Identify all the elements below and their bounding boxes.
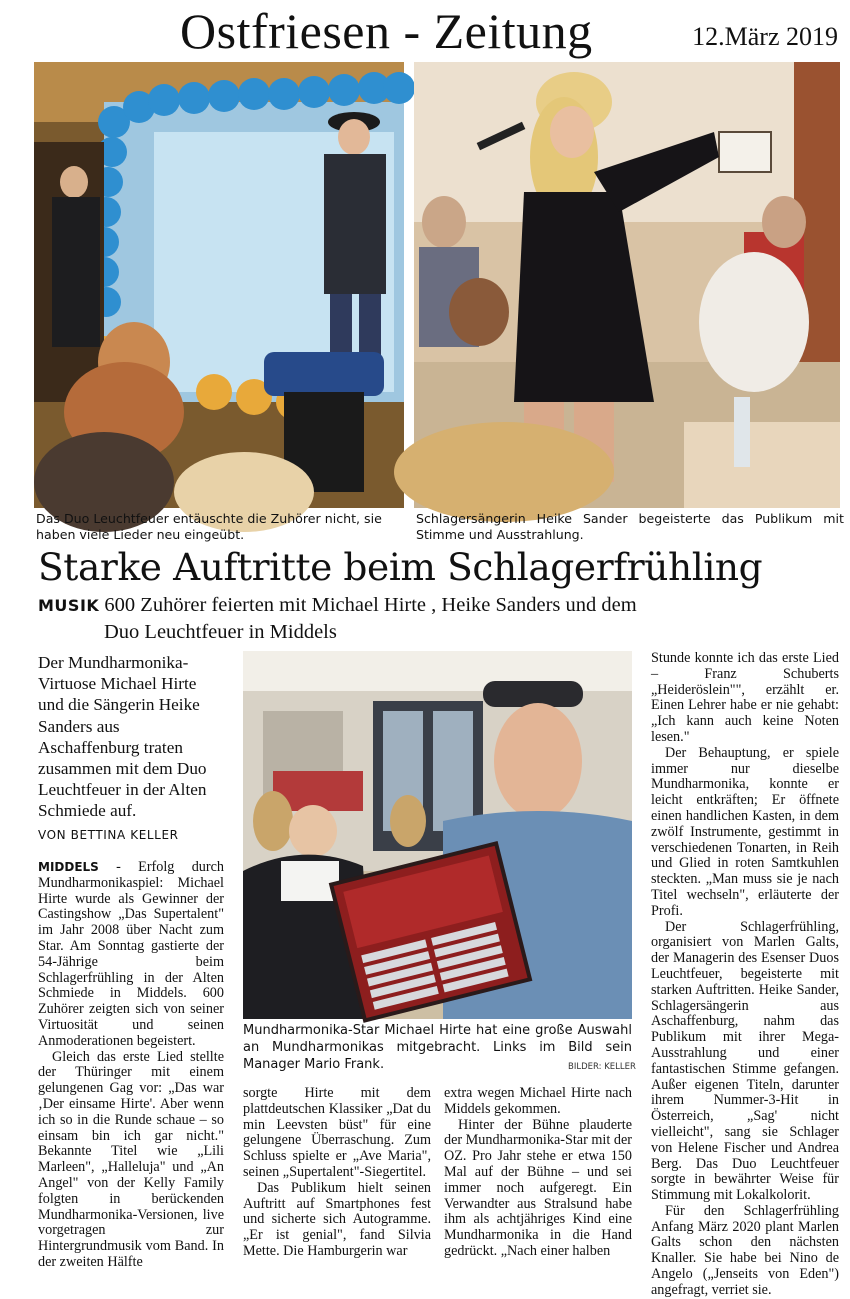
issue-date: 12.März 2019 (692, 22, 838, 51)
paragraph: sorgte Hirte mit dem plattdeutschen Klassiker „Dat du min Leevsten büst" für eine gelungene Überraschung. Zum Schluss spielte er „Ave Maria", seinen „Supertalent"-Siegertitel. (243, 1085, 431, 1180)
paragraph: Gleich das erste Lied stellte der Thüringer mit einem gelungenen Gag vor: „Das war ‚Der einsame Hirte'. Aber wenn ich so in die Runde schaue – so einsam bin ich gar nicht." Bekannte Titel wie „Lili Marleen", „Halleluja" und „An Angel" von der Kelly Family folgten in berückenden Mundharmonika-Versionen, live vorgetragen zur Hintergrundmusik vom Band. In der zweiten Hälfte (38, 1048, 224, 1270)
subhead-line-2: Duo Leuchtfeuer in Middels (104, 621, 337, 643)
article-column-4 (651, 651, 839, 1299)
photo-caption-duo: Das Duo Leuchtfeuer entäuschte die Zuhörer nicht, sie haben viele Lieder neu eingeübt. (36, 511, 382, 542)
article-lead: Der Mundharmonika-Virtuose Michael Hirte und die Sängerin Heike Sanders aus Aschaffenburg traten zusammen mit dem Duo Leuchtfeuer in der Alten Schmiede auf. (38, 653, 207, 821)
paragraph (38, 860, 224, 1050)
article-column-3 (444, 1086, 632, 1260)
photo-caption-singer: Schlagersängerin Heike Sander begeisterte das Publikum mit Stimme und Ausstrahlung. (416, 511, 844, 542)
article-subhead (38, 592, 798, 645)
article-column-2 (243, 1086, 431, 1260)
paragraph: extra wegen Michael Hirte nach Middels gekommen. (444, 1085, 632, 1117)
article-byline: VON BETTINA KELLER (38, 828, 179, 842)
paragraph: Hinter der Bühne plauderte der Mundharmonika-Star mit der OZ. Pro Jahr stehe er etwa 150 Mal auf der Bühne – und sei immer noch aufgeregt. Ein Verwandter aus Stralsund habe ihm als achtjähriges Kind eine Mundharmonika in die Hand gedrückt. „Nach einer halben (444, 1116, 632, 1259)
section-kicker: MUSIK (38, 596, 100, 615)
article-headline: Starke Auftritte beim Schlagerfrühling (38, 545, 763, 589)
paragraph: Für den Schlagerfrühling Anfang März 2020 plant Marlen Galts schon den nächsten Knaller. Sie habe bei Nino de Angelo („Jenseits von Eden") angefragt, verriet sie. (651, 1202, 839, 1298)
photo-credit: BILDER: KELLER (568, 1062, 636, 1072)
photo-michael-hirte (243, 651, 632, 1019)
paragraph: Das Publikum hielt seinen Auftritt auf Smartphones fest und sicherte sich Autogramme. „Er ist genial", fand Silvia Mette. Die Hamburgerin war (243, 1179, 431, 1259)
masthead (0, 0, 850, 62)
article-column-1 (38, 860, 224, 1271)
subhead-line-1: 600 Zuhörer feierten mit Michael Hirte , Heike Sanders und dem (104, 594, 637, 616)
photo-caption-hirte: Mundharmonika-Star Michael Hirte hat eine große Auswahl an Mundharmonikas mitgebracht. Links im Bild sein Manager Mario Frank. (243, 1023, 632, 1072)
paragraph-text: - Erfolg durch Mundharmonikaspiel: Michael Hirte wurde als Gewinner der Castingshow „Das Supertalent" im Jahr 2008 über Nacht zum Star. Am Sonntag gastierte der 54-Jährige beim Schlagerfrühling in der Alten Schmiede in Middels. 600 Zuhörer zeigten sich von seiner Virtuosität und seinen Anmoderationen begeistert. (38, 859, 224, 1049)
photo-duo-leuchtfeuer (34, 62, 404, 508)
newspaper-title: Ostfriesen - Zeitung (180, 3, 593, 59)
paragraph: Der Behauptung, er spiele immer nur dieselbe Mundharmonika, konnte er leicht entkräften; Er öffnete einen handlichen Kasten, in dem zwölf Instrumente, gestimmt in verschiedenen Tonarten, in Reih und Glied in roten Samtkuhlen steckten. „Man muss sie je nach Titel wechseln", erläuterte der Profi. (651, 744, 839, 919)
dateline: MIDDELS (38, 860, 99, 874)
paragraph: Stunde konnte ich das erste Lied – Franz Schuberts „Heideröslein"", erzählt er. Einen Lehrer habe er nie gehabt: „Ich kann auch keine Noten lesen." (651, 650, 839, 745)
paragraph: Der Schlagerfrühling, organisiert von Marlen Galts, der Managerin des Esenser Duos Leuchtfeuer, begeisterte mit starken Auftritten. Heike Sander, Schlagersängerin aus Aschaffenburg, nahm das Publikum mit ihrer Mega-Ausstrahlung und einer fantastischen Stimme gefangen. Außer eigenen Titeln, darunter ihrem Nummer-3-Hit in Österreich, „Sag' nicht vielleicht", sang sie Schlager von Helene Fischer und Andrea Berg. Das Duo Leuchtfeuer sorgte in bewährter Weise für Stimmung mit Lokalkolorit. (651, 918, 839, 1204)
photo-heike-sander (414, 62, 840, 508)
